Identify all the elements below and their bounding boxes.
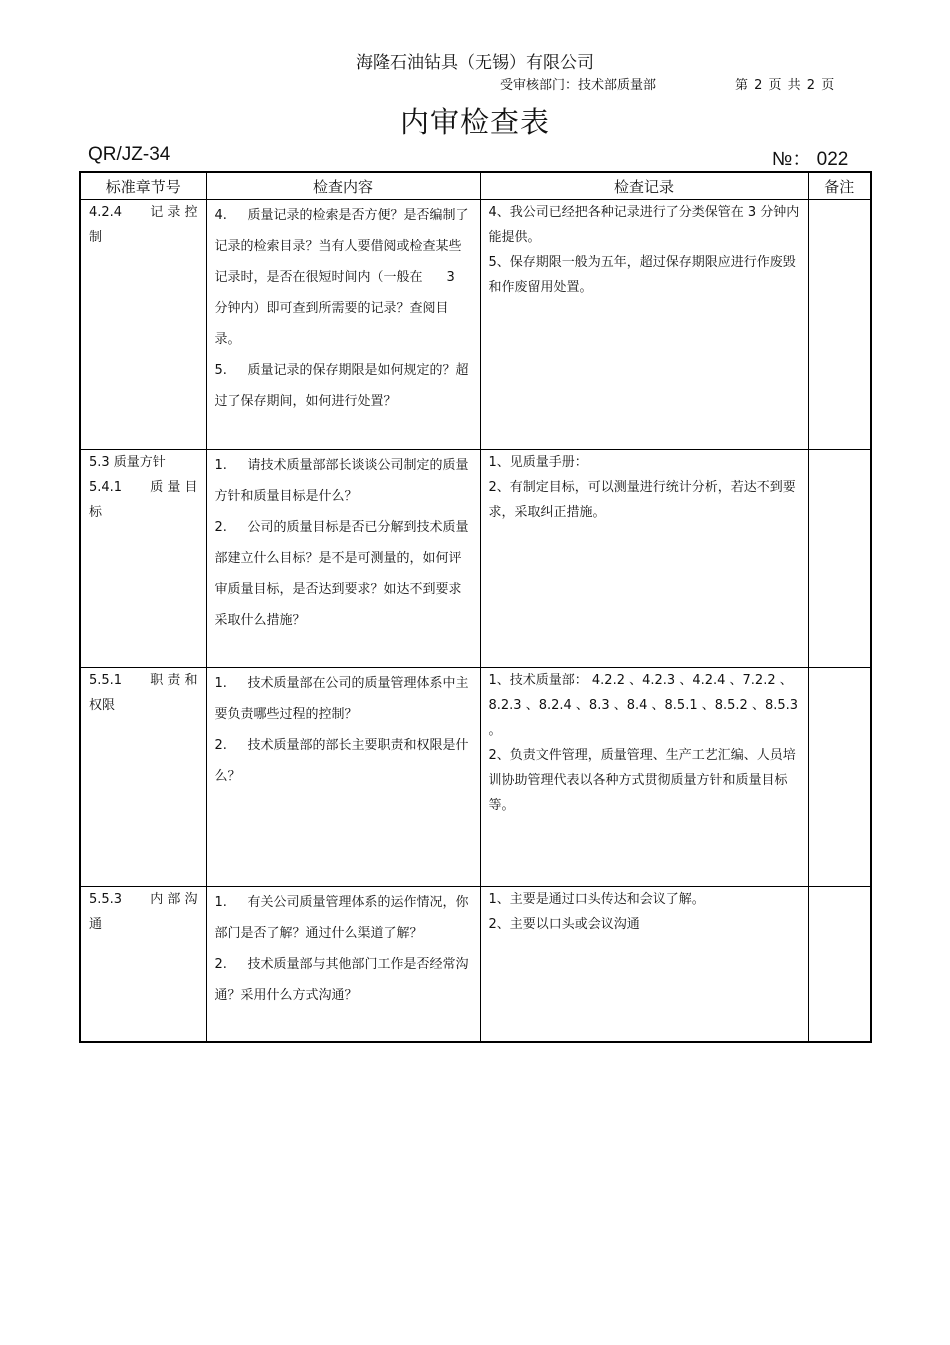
table-header-row	[80, 172, 871, 200]
item-text: 质量记录的检索是否方便？是否编制了记录的检索目录？当有人要借阅或检查某些记录时，是否在很短时间内（一般在	[214, 208, 469, 285]
record-entry: 1、技术质量部： 4.2.2 、4.2.3 、4.2.4 、7.2.2 、8.2.3 、8.2.4 、8.3 、8.4 、8.5.1 、8.5.2 、8.5.3 。	[488, 673, 799, 738]
section-title: 标	[89, 505, 103, 520]
item-text: 请技术质量部部长谈谈公司制定的质量方针和质量目标是什么？	[214, 458, 469, 504]
section-number: 4.2.4	[89, 205, 123, 220]
audit-checklist-table	[79, 171, 872, 1043]
section-line	[89, 500, 198, 525]
check-item	[215, 949, 470, 1011]
record-entry: 2、有制定目标，可以测量进行统计分析，若达不到要求，采取纠正措施。	[488, 480, 796, 520]
item-number: 1.	[214, 676, 227, 691]
remark-cell	[808, 887, 871, 1042]
section-title: 5.3 质量方针	[89, 455, 166, 470]
section-title: 内 部 沟	[150, 892, 198, 907]
table-row	[80, 200, 871, 450]
section-line	[89, 450, 198, 475]
item-number: 1.	[214, 458, 227, 473]
table-row	[80, 668, 871, 887]
section-line	[89, 912, 198, 937]
item-number: 2.	[214, 520, 227, 535]
section-cell	[80, 887, 206, 1042]
check-item	[215, 887, 470, 949]
record-entry: 2、负责文件管理，质量管理、生产工艺汇编、人员培训协助管理代表以各种方式贯彻质量方针和质量目标等。	[488, 748, 796, 813]
section-title: 职 责 和	[150, 673, 198, 688]
section-number: 5.5.1	[89, 673, 123, 688]
item-text: 质量记录的保存期限是如何规定的？超过了保存期间，如何进行处置？	[214, 363, 469, 409]
item-text: 技术质量部在公司的质量管理体系中主要负责哪些过程的控制？	[214, 676, 469, 722]
check-item	[215, 355, 470, 417]
section-cell	[80, 200, 206, 450]
item-number: 5.	[214, 363, 227, 378]
section-title: 质 量 目	[150, 480, 198, 495]
record-entry: 2、主要以口头或会议沟通	[488, 917, 640, 932]
record-cell	[480, 450, 808, 668]
record-entry: 1、主要是通过口头传达和会议了解。	[488, 892, 705, 907]
table-row	[80, 887, 871, 1042]
record-cell	[480, 200, 808, 450]
company-name: 海隆石油钻具（无锡）有限公司	[356, 53, 594, 73]
check-item	[215, 200, 470, 355]
check-item	[215, 450, 470, 512]
item-text: 分钟内）即可查到所需要的记录？查阅目录。	[214, 301, 449, 347]
section-line	[89, 887, 198, 912]
form-code: QR/JZ-34	[88, 144, 171, 165]
audited-department: 受审核部门：技术部质量部	[500, 78, 657, 93]
section-line	[89, 200, 198, 225]
section-cell	[80, 668, 206, 887]
remark-cell	[808, 450, 871, 668]
content-cell	[206, 668, 480, 887]
section-line	[89, 225, 198, 250]
section-cell	[80, 450, 206, 668]
header-remark: 备注	[808, 172, 871, 200]
section-line	[89, 693, 198, 718]
section-number: 5.4.1	[89, 480, 123, 495]
item-text: 技术质量部的部长主要职责和权限是什么？	[214, 738, 469, 784]
section-title: 记 录 控	[150, 205, 198, 220]
remark-cell	[808, 668, 871, 887]
table-row	[80, 450, 871, 668]
item-number: 2.	[214, 738, 227, 753]
check-item	[215, 668, 470, 730]
content-cell	[206, 200, 480, 450]
header-content: 检查内容	[206, 172, 480, 200]
document-title: 内审检查表	[399, 105, 550, 139]
item-number: 1.	[214, 895, 227, 910]
remark-cell	[808, 200, 871, 450]
record-entry: 1、见质量手册：	[488, 455, 588, 470]
section-line	[89, 475, 198, 500]
item-number: 2.	[214, 957, 227, 972]
section-title: 权限	[89, 698, 116, 713]
document-number: №： 022	[772, 149, 849, 170]
content-cell	[206, 450, 480, 668]
check-item	[215, 512, 470, 636]
item-text: 3	[446, 270, 455, 285]
item-number: 4.	[214, 208, 227, 223]
record-cell	[480, 668, 808, 887]
page-indicator: 第 2 页 共 2 页	[735, 78, 836, 93]
item-text: 技术质量部与其他部门工作是否经常沟通？采用什么方式沟通？	[214, 957, 469, 1003]
section-number: 5.5.3	[89, 892, 123, 907]
header-record: 检查记录	[480, 172, 808, 200]
content-cell	[206, 887, 480, 1042]
item-text: 公司的质量目标是否已分解到技术质量部建立什么目标？是不是可测量的，如何评审质量目标，是否达到要求？如达不到要求采取什么措施？	[214, 520, 469, 628]
section-line	[89, 668, 198, 693]
section-title: 通	[89, 917, 103, 932]
header-section: 标准章节号	[80, 172, 206, 200]
record-entry: 5、保存期限一般为五年，超过保存期限应进行作废毁和作废留用处置。	[488, 255, 796, 295]
item-text: 有关公司质量管理体系的运作情况，你部门是否了解？通过什么渠道了解？	[214, 895, 469, 941]
section-title: 制	[89, 230, 103, 245]
check-item	[215, 730, 470, 792]
record-cell	[480, 887, 808, 1042]
record-entry: 4、我公司已经把各种记录进行了分类保管在 3 分钟内能提供。	[488, 205, 800, 245]
